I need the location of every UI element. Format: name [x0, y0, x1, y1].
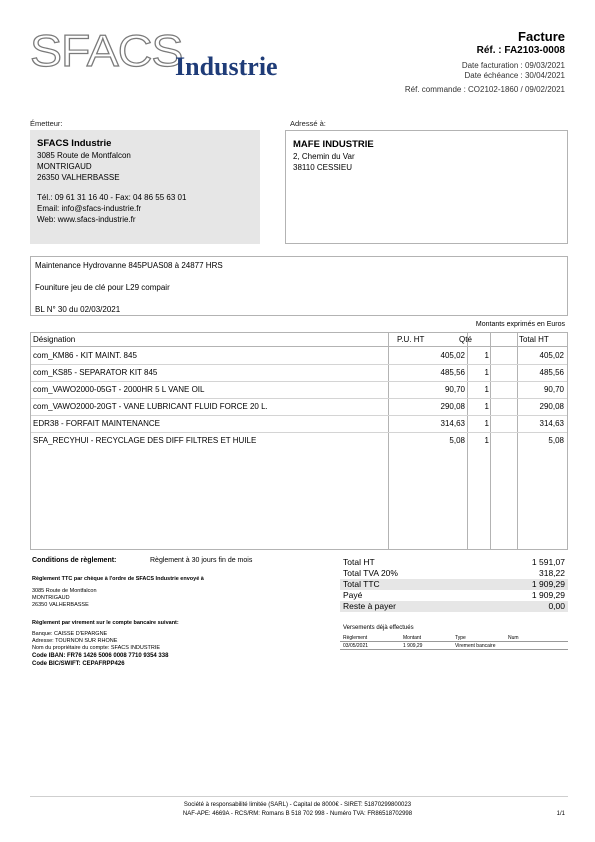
- sender-address: 3085 Route de Montfalcon: [37, 151, 131, 160]
- line-total: 485,56: [539, 368, 564, 377]
- total-value: 0,00: [548, 601, 565, 611]
- page-number: 1/1: [556, 811, 565, 817]
- payments-header: [340, 634, 568, 642]
- footer-legal-line: Société à responsabilité limitée (SARL) - Capital de 8000€ - SIRET: 51870299800023: [183, 802, 412, 808]
- cheque-address-line: 3085 Route de Montfalcon: [32, 588, 97, 594]
- sender-web: Web: www.sfacs-industrie.fr: [37, 215, 136, 224]
- line-designation: SFA_RECYHUI - RECYCLAGE DES DIFF FILTRES ET HUILE: [33, 436, 257, 445]
- line-total: 314,63: [539, 419, 564, 428]
- bank-name: Banque: CAISSE D'EPARGNE: [32, 631, 108, 637]
- total-label: Total TVA 20%: [343, 568, 398, 578]
- sender-label: Émetteur:: [30, 119, 63, 128]
- table-row: [31, 416, 567, 433]
- table-row: [31, 382, 567, 399]
- sender-block: [30, 130, 260, 244]
- note-line: Founiture jeu de clé pour L29 compair: [35, 283, 170, 292]
- total-value: 1 909,29: [531, 579, 565, 589]
- invoice-date: Date facturation : 09/03/2021: [461, 61, 565, 70]
- line-designation: com_KM86 - KIT MAINT. 845: [33, 351, 137, 360]
- cheque-address-line: MONTRIGAUD: [32, 595, 70, 601]
- recipient-label: Adressé à:: [290, 119, 326, 128]
- header-quantity: Qté: [459, 335, 472, 344]
- header-unit-price: P.U. HT: [397, 335, 425, 344]
- footer-divider: [30, 796, 568, 797]
- total-label: Total HT: [343, 557, 375, 567]
- order-reference: Réf. commande : CO2102-1860 / 09/02/2021: [404, 85, 565, 94]
- table-row: [31, 399, 567, 416]
- bank-transfer-title: Règlement par virement sur le compte bancaire suivant:: [32, 620, 179, 626]
- line-quantity: 1: [484, 402, 489, 411]
- totals-block: [340, 557, 568, 612]
- payment-type: Virement bancaire: [455, 643, 496, 649]
- invoice-header: [405, 30, 565, 95]
- header-total: Total HT: [519, 335, 549, 344]
- paid-row: [340, 590, 568, 601]
- line-quantity: 1: [484, 385, 489, 394]
- payment-date: 03/05/2021: [343, 643, 369, 649]
- currency-note: Montants exprimés en Euros: [475, 321, 565, 328]
- line-quantity: 1: [484, 368, 489, 377]
- recipient-zip-city: 38110 CESSIEU: [293, 163, 352, 172]
- payments-title: Versements déjà effectués: [343, 625, 414, 631]
- footer-legal-line: NAF-APE: 4669A - RCS/RM: Romans B 518 702 998 - Numéro TVA: FR86518702998: [182, 811, 413, 817]
- bank-details: [32, 631, 168, 668]
- line-designation: EDR38 - FORFAIT MAINTENANCE: [33, 419, 160, 428]
- logo-subtitle: Industrie: [175, 52, 278, 81]
- recipient-name: MAFE INDUSTRIE: [293, 139, 374, 150]
- total-value: 318,22: [539, 568, 565, 578]
- invoice-notes: [30, 256, 568, 316]
- line-unit-price: 5,08: [449, 436, 465, 445]
- sender-name: SFACS Industrie: [37, 138, 112, 149]
- line-designation: com_VAWO2000-05GT - 2000HR 5 L VANE OIL: [33, 385, 205, 394]
- payments-header-type: Type: [455, 635, 466, 641]
- line-unit-price: 314,63: [440, 419, 465, 428]
- line-unit-price: 290,08: [440, 402, 465, 411]
- payment-amount: 1 909,29: [403, 643, 423, 649]
- line-total: 405,02: [539, 351, 564, 360]
- cheque-address: [32, 588, 97, 609]
- recipient-block: [285, 130, 568, 244]
- header-designation: Désignation: [33, 335, 76, 344]
- table-row: [31, 365, 567, 382]
- line-unit-price: 485,56: [440, 368, 465, 377]
- table-row: [31, 433, 567, 450]
- bank-account-owner: Nom du propriétaire du compte: SFACS INDUSTRIE: [32, 645, 161, 651]
- total-label: Reste à payer: [343, 601, 396, 611]
- payments-table: [340, 634, 568, 650]
- note-line: BL N° 30 du 02/03/2021: [35, 305, 121, 314]
- total-ht-row: [340, 557, 568, 568]
- bank-address: Adresse: TOURNON SUR RHONE: [32, 638, 118, 644]
- line-total: 90,70: [543, 385, 564, 394]
- line-total: 5,08: [548, 436, 564, 445]
- total-value: 1 909,29: [531, 590, 565, 600]
- total-label: Payé: [343, 590, 363, 600]
- document-title: Facture: [518, 29, 565, 44]
- invoice-lines-table: [30, 332, 568, 550]
- invoice-reference: Réf. : FA2103-0008: [476, 45, 565, 56]
- total-value: 1 591,07: [531, 557, 565, 567]
- payment-terms-value: Règlement à 30 jours fin de mois: [150, 557, 253, 564]
- sender-phone: Tél.: 09 61 31 16 40 - Fax: 04 86 55 63 01: [37, 193, 187, 202]
- bank-bic: Code BIC/SWIFT: CEPAFRPP426: [32, 661, 125, 667]
- note-line: Maintenance Hydrovanne 845PUAS08 à 24877 HRS: [35, 261, 223, 270]
- payments-header-num: Num: [508, 635, 519, 641]
- due-date: Date échéance : 30/04/2021: [464, 71, 565, 80]
- logo-wordmark: SFACS: [30, 27, 183, 77]
- cheque-address-line: 26350 VALHERBASSE: [32, 602, 89, 608]
- line-designation: com_VAWO2000-20GT - VANE LUBRICANT FLUID FORCE 20 L.: [33, 402, 268, 411]
- total-ttc-row: [340, 579, 568, 590]
- table-header: [31, 333, 567, 347]
- cheque-instructions-title: Règlement TTC par chèque à l'ordre de SFACS Industrie envoyé à: [32, 576, 204, 582]
- table-row: [31, 348, 567, 365]
- payment-row: [340, 642, 568, 650]
- payments-header-date: Règlement: [343, 635, 368, 641]
- line-quantity: 1: [484, 436, 489, 445]
- total-vat-row: [340, 568, 568, 579]
- line-quantity: 1: [484, 351, 489, 360]
- line-quantity: 1: [484, 419, 489, 428]
- recipient-address: 2, Chemin du Var: [293, 152, 355, 161]
- payments-header-amount: Montant: [403, 635, 422, 641]
- bank-iban: Code IBAN: FR76 1426 5006 0008 7710 9354 338: [32, 653, 169, 659]
- line-unit-price: 405,02: [440, 351, 465, 360]
- company-logo: [30, 27, 290, 81]
- line-unit-price: 90,70: [444, 385, 465, 394]
- total-label: Total TTC: [343, 579, 380, 589]
- line-total: 290,08: [539, 402, 564, 411]
- sender-city: MONTRIGAUD: [37, 162, 92, 171]
- line-designation: com_KS85 - SEPARATOR KIT 845: [33, 368, 158, 377]
- payment-terms-label: Conditions de règlement:: [32, 557, 117, 564]
- sender-email: Email: info@sfacs-industrie.fr: [37, 204, 142, 213]
- remaining-row: [340, 601, 568, 612]
- sender-zip-city: 26350 VALHERBASSE: [37, 173, 120, 182]
